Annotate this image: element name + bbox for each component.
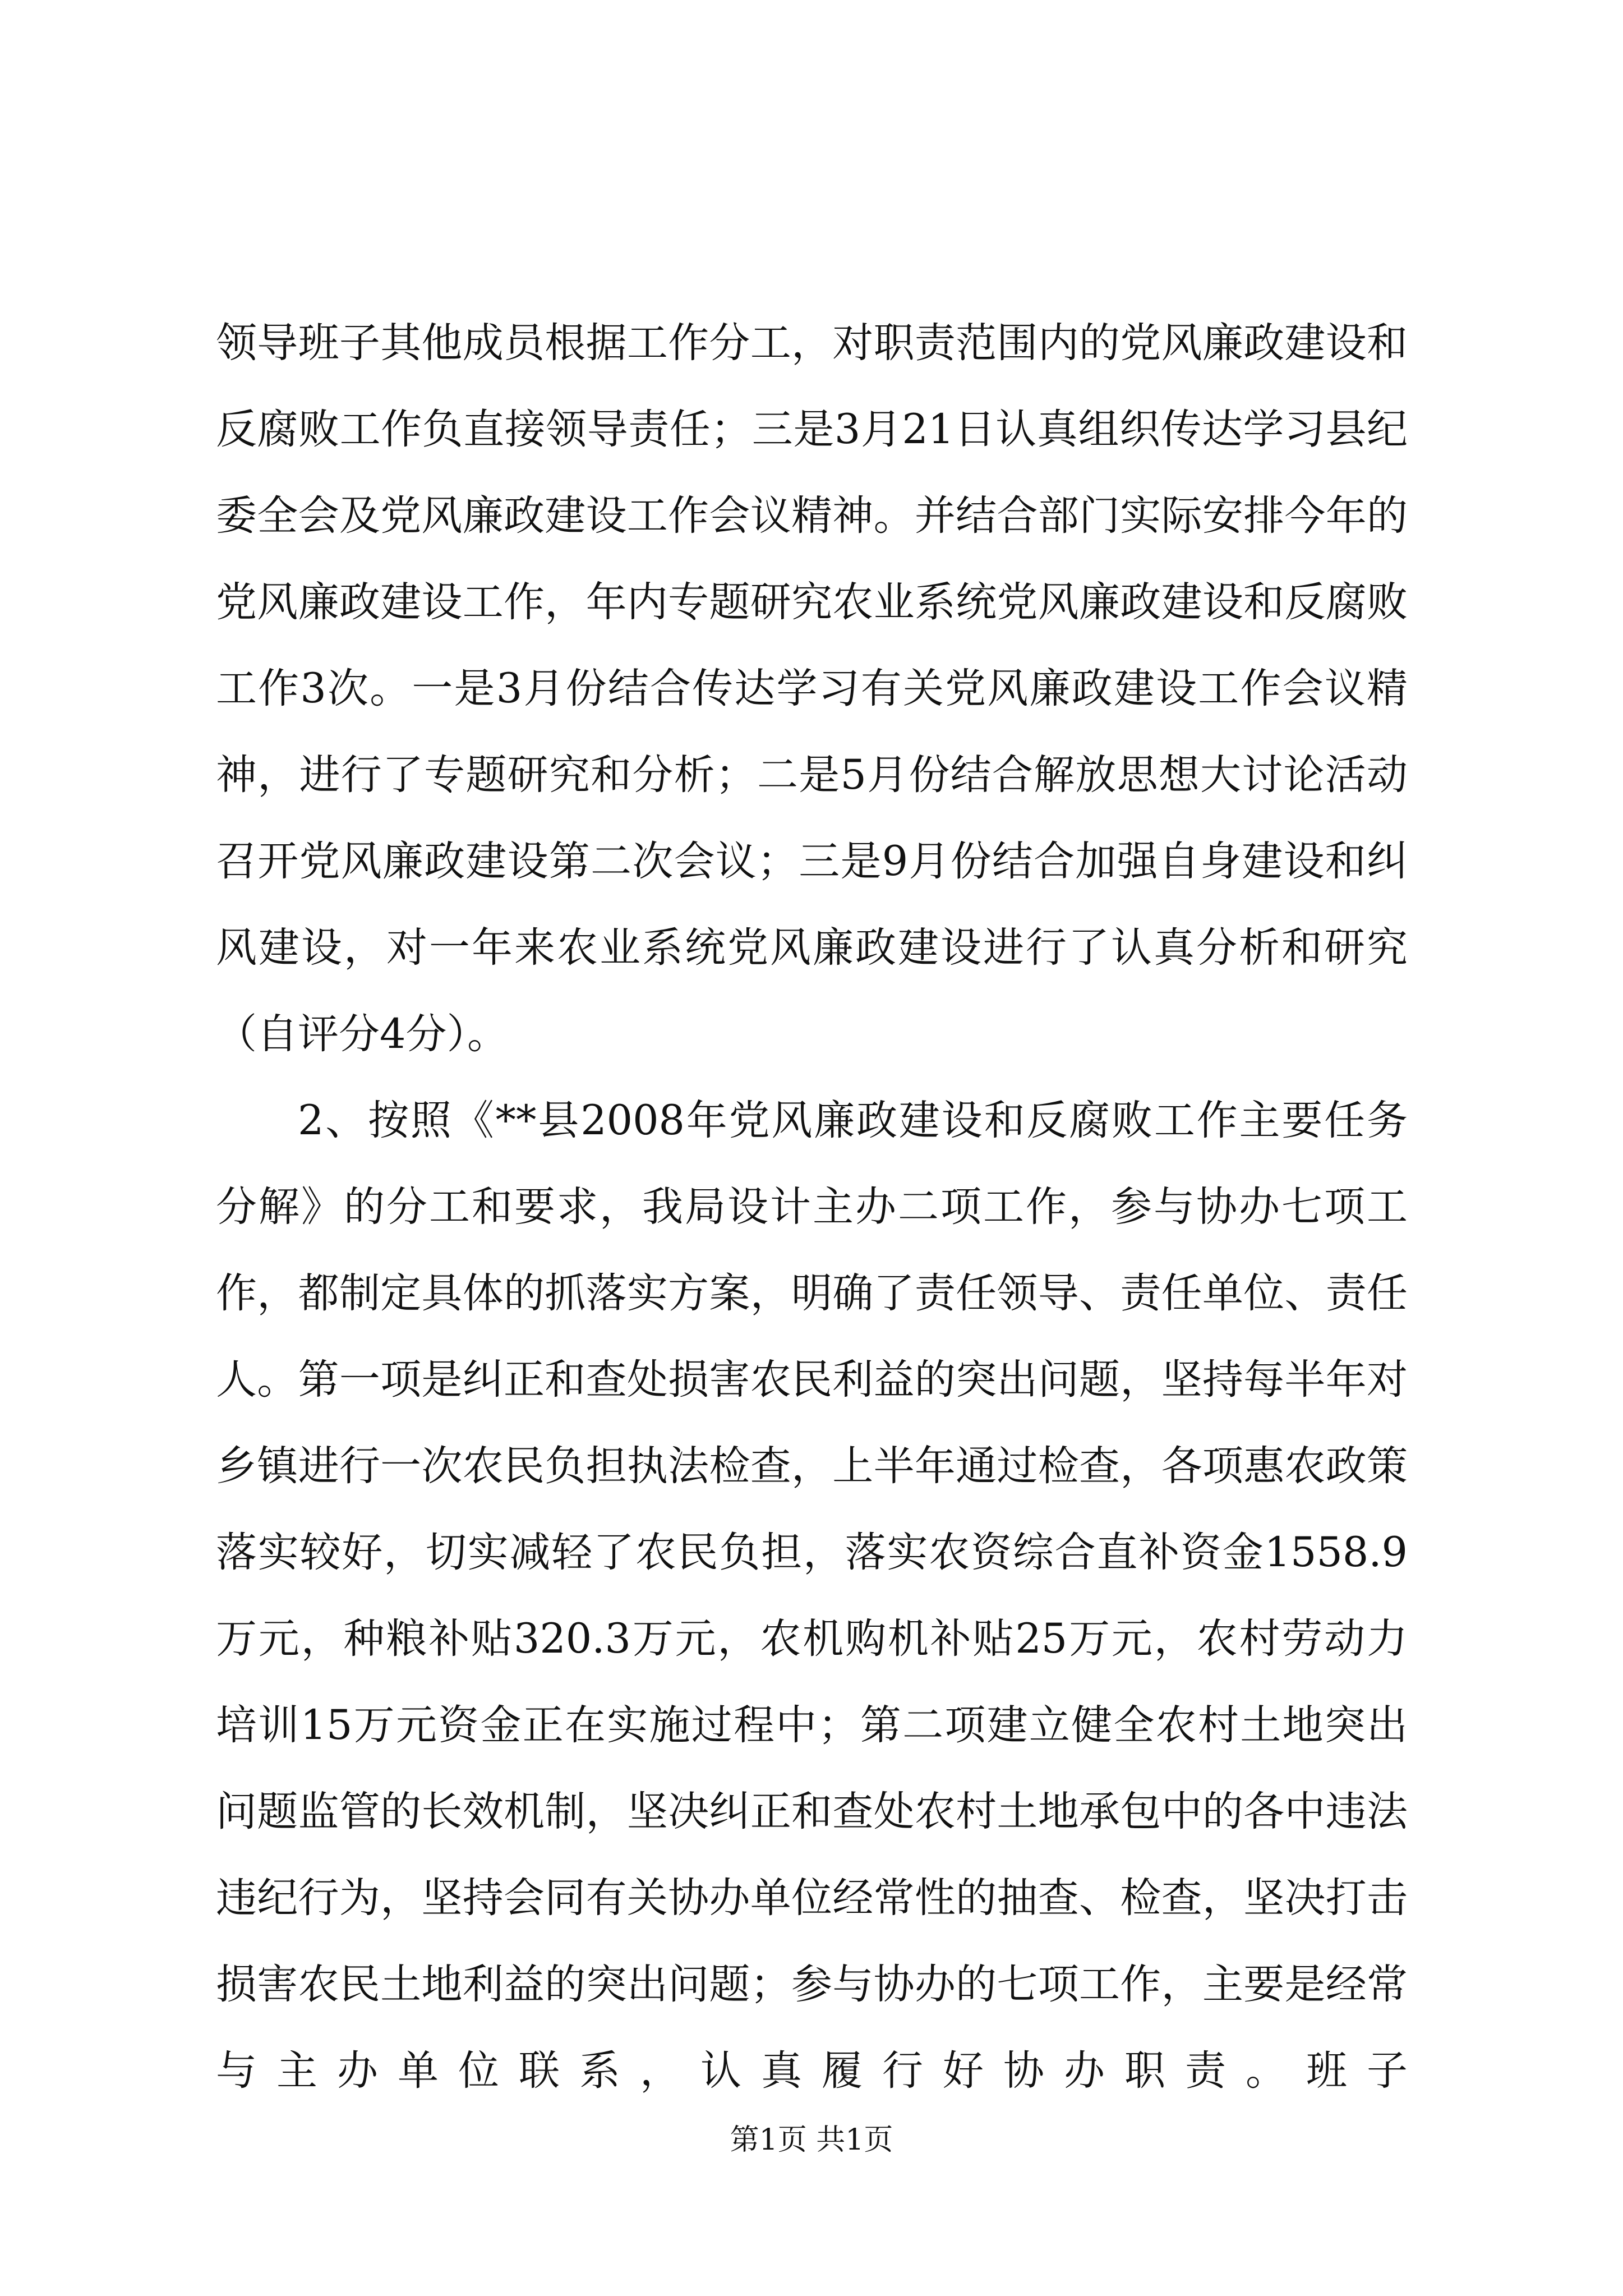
page-footer: 第1页 共1页 (730, 2123, 893, 2157)
paragraph-2: 2、按照《**县2008年党风廉政建设和反腐败工作主要任务分解》的分工和要求，我局设计主办二项工作，参与协办七项工作，都制定具体的抓落实方案，明确了责任领导、责任单位、责任人。第一项是纠正和查处损害农民利益的突出问题，坚持每半年对乡镇进行一次农民负担执法检查，上半年通过检查，各项惠农政策落实较好，切实减轻了农民负担，落实农资综合直补资金1558.9万元，种粮补贴320.3万元，农机购机补贴25万元，农村劳动力培训15万元资金正在实施过程中；第二项建立健全农村土地突出问题监管的长效机制，坚决纠正和查处农村土地承包中的各中违法违纪行为，坚持会同有关协办单位经常性的抽查、检查，坚决打击损害农民土地利益的突出问题；参与协办的七项工作，主要是经常与主办单位联系，认真履行好协办职责。班子 (216, 1097, 1408, 2095)
paragraph-1: 领导班子其他成员根据工作分工，对职责范围内的党风廉政建设和反腐败工作负直接领导责任；三是3月21日认真组织传达学习县纪委全会及党风廉政建设工作会议精神。并结合部门实际安排今年的党风廉政建设工作，年内专题研究农业系统党风廉政建设和反腐败工作3次。一是3月份结合传达学习有关党风廉政建设工作会议精神，进行了专题研究和分析；二是5月份结合解放思想大讨论活动召开党风廉政建设第二次会议；三是9月份结合加强自身建设和纠风建设，对一年来农业系统党风廉政建设进行了认真分析和研究（自评分4分）。 (216, 319, 1408, 1058)
document-body (216, 300, 1408, 2114)
